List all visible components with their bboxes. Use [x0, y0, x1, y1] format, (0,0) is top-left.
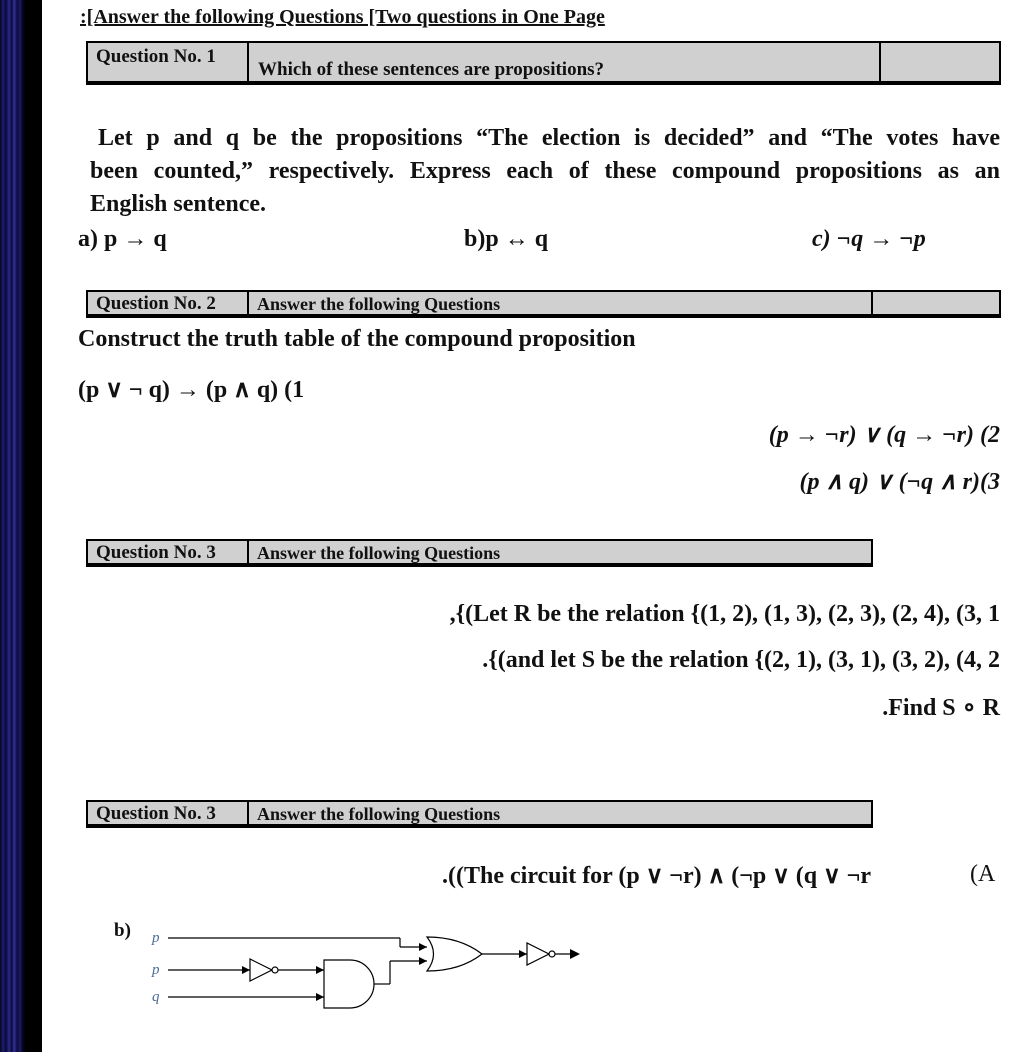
header-divider — [871, 292, 873, 314]
question-1-line-2: been counted,” respectively. Express each of these compound propositions as an — [90, 158, 1000, 184]
question-1-line-3: English sentence. — [90, 191, 267, 217]
output-arrow-icon — [570, 949, 580, 959]
circuit-question-tag: (A — [970, 861, 996, 887]
arrow-icon — [316, 966, 324, 974]
circuit-question: .((The circuit for (p ∨ ¬r) ∧ (¬p ∨ (q ∨ ¬r — [442, 863, 872, 889]
question-2-instruction: Answer the following Questions — [257, 294, 501, 314]
or-gate — [427, 937, 482, 971]
question-2-item-3: (p ∧ q) ∨ (¬q ∧ r)(3 — [799, 469, 1000, 495]
input-label-p1: p — [152, 930, 160, 946]
question-1-header — [86, 41, 1001, 85]
question-1-text — [90, 122, 1000, 221]
and-gate — [324, 960, 374, 1008]
input-label-q: q — [152, 989, 160, 1005]
question-3-label: Question No. 3 — [88, 541, 249, 563]
question-2-item-2: (p → ¬r) ∨ (q → ¬r) (2 — [768, 422, 1000, 448]
question-3-line-1: ,{(Let R be the relation {(1, 2), (1, 3), (2, 3), (2, 4), (3, 1 — [449, 601, 1000, 627]
arrow-icon — [242, 966, 250, 974]
question-1-option-c: c) ¬q → ¬p — [812, 226, 926, 252]
question-3-line-3: .Find S ∘ R — [882, 695, 1000, 721]
logic-circuit-diagram — [142, 925, 582, 1015]
question-1-line-1: Let p and q be the propositions “The election is decided” and “The votes have — [98, 125, 1000, 151]
question-4-instruction: Answer the following Questions — [257, 804, 501, 824]
input-label-p2: p — [152, 962, 160, 978]
question-2-intro: Construct the truth table of the compound proposition — [78, 326, 636, 352]
arrow-icon — [519, 950, 527, 958]
question-2-item-1: (p ∨ ¬ q) → (p ∧ q) (1 — [78, 377, 305, 403]
header-divider — [879, 43, 881, 81]
not-gate-1 — [250, 959, 272, 981]
arrow-icon — [419, 957, 427, 965]
question-3-line-2: .{(and let S be the relation {(2, 1), (3, 1), (3, 2), (4, 2 — [482, 647, 1000, 673]
page-title: :[Answer the following Questions [Two questions in One Page — [80, 6, 605, 28]
question-1-instruction: Which of these sentences are propositions? — [258, 59, 605, 80]
question-1-option-a: a) p → q — [78, 226, 167, 252]
not-gate-2 — [527, 943, 549, 965]
question-2-header — [86, 290, 1001, 318]
not-gate-1-bubble — [272, 967, 278, 973]
circuit-b-label: b) — [114, 920, 131, 941]
document-page — [42, 0, 1031, 1052]
arrow-icon — [419, 943, 427, 951]
not-gate-2-bubble — [549, 951, 555, 957]
question-1-label: Question No. 1 — [88, 43, 249, 81]
left-border-decoration — [0, 0, 42, 1052]
question-4-header — [86, 800, 873, 828]
arrow-icon — [316, 993, 324, 1001]
question-3-header — [86, 539, 873, 567]
question-1-option-b: b)p ↔ q — [464, 226, 549, 252]
question-2-label: Question No. 2 — [88, 292, 249, 314]
question-4-label: Question No. 3 — [88, 802, 249, 824]
question-3-instruction: Answer the following Questions — [257, 543, 501, 563]
